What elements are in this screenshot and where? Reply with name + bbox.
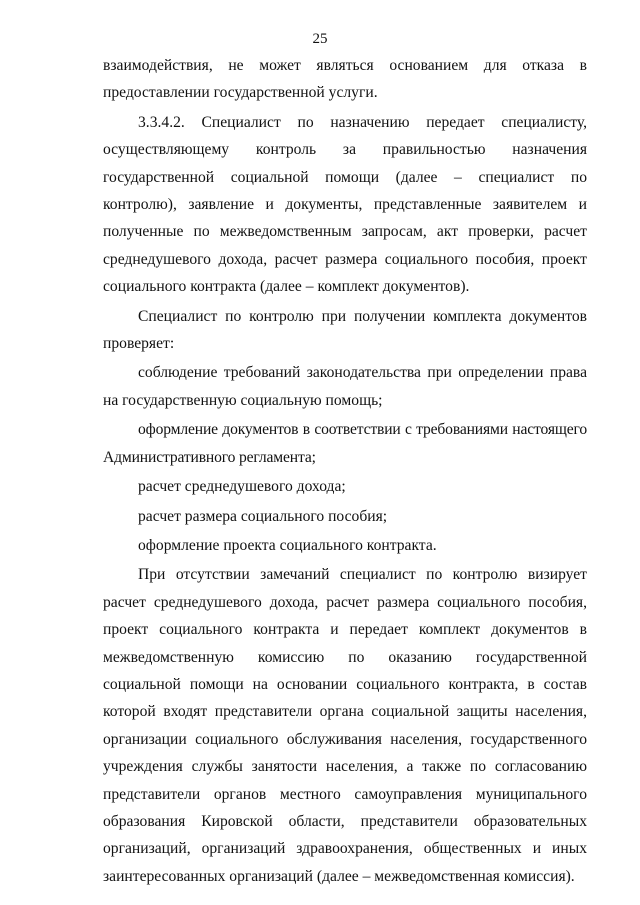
paragraph-3-3-4-2: 3.3.4.2. Специалист по назначению передает специалисту, осуществляющему контроль за правильностью назначения государственной социальной помощи (далее – специалист по контролю), заявление и документы, представленные заявителем и полученные по межведомственным запросам, акт проверки, расчет среднедушевого дохода, расчет размера социального пособия, проект социального контракта (далее – комплект документов). — [103, 113, 587, 296]
check-item-benefit: расчет размера социального пособия; — [138, 507, 388, 525]
check-item-income: расчет среднедушевого дохода; — [138, 478, 346, 496]
check-item-legislation: соблюдение требований законодательства при определении права на государственную социальную помощь; — [103, 364, 587, 409]
paragraph-continuation: взаимодействия, не может являться основанием для отказа в предоставлении государственной услуги. — [103, 57, 587, 102]
check-item-documents: оформление документов в соответствии с требованиями настоящего Административного регламента; — [103, 421, 587, 466]
paragraph-control-check-intro: Специалист по контролю при получении комплекта документов проверяет: — [103, 307, 587, 353]
paragraph-commission: При отсутствии замечаний специалист по контролю визирует расчет среднедушевого дохода, расчет размера социального пособия, проект социального контракта и передает комплект документов в межведомственную комиссию по оказанию государственной социальной помощи на основании социального контракта, в состав которой входят представители органа социальной защиты населения, организации социального обслуживания населения, государственного учреждения службы занятости населения, а также по согласованию представители органов местного самоуправления муниципального образования Кировской области, представители образовательных организаций, организаций здравоохранения, общественных и иных заинтересованных организаций (далее – межведомственная комиссия). — [103, 566, 587, 885]
page-number: 25 — [312, 31, 328, 47]
check-item-contract: оформление проекта социального контракта. — [138, 536, 437, 554]
document-body — [103, 52, 587, 890]
